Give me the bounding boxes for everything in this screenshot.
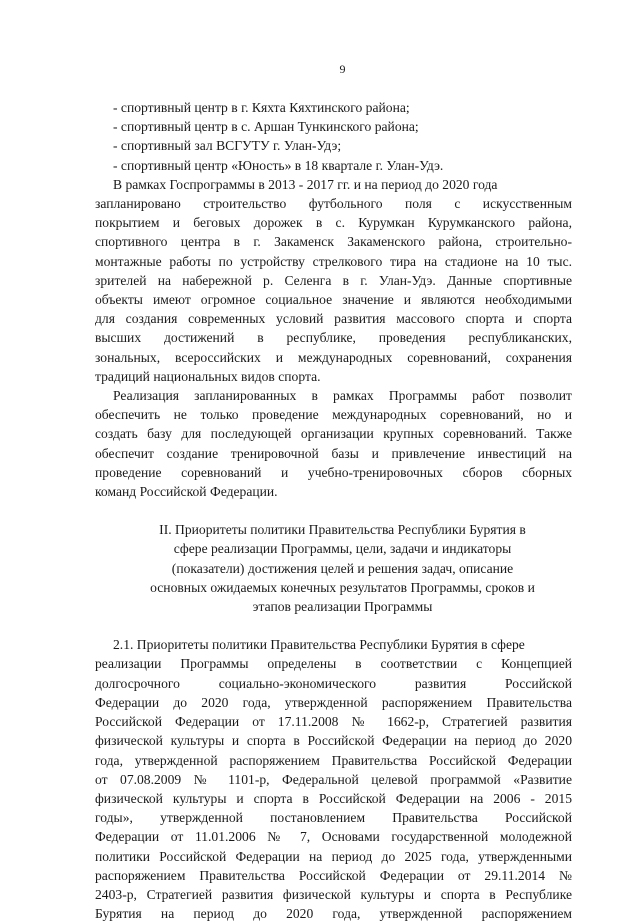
paragraph-line: зональных, всероссийских и международных соревнований, сохранения <box>95 349 572 365</box>
paragraph-line: обеспечить не только проведение международных соревнований, но и <box>95 407 572 423</box>
paragraph-line: традиций национальных видов спорта. <box>95 368 321 384</box>
paragraph-line: Федерации до 2020 года, утвержденной распоряжением Правительства <box>95 694 572 710</box>
paragraph-line: распоряжением Правительства Российской Федерации от 29.11.2014 № <box>95 867 572 883</box>
paragraph-program-implementation <box>95 386 572 501</box>
paragraph-line: физической культуры и спорта в Российской Федерации на период до 2020 <box>95 733 572 749</box>
list-item: - спортивный центр «Юность» в 18 квартале г. Улан-Удэ. <box>113 157 444 173</box>
list-item: - спортивный центр в г. Кяхта Кяхтинского района; <box>113 100 410 115</box>
paragraph-line: объекты имеют огромное социальное значение и являются необходимыми <box>95 292 572 308</box>
heading-line: основных ожидаемых конечных результатов Программы, сроков и <box>150 579 535 595</box>
paragraph-line: Реализация запланированных в рамках Программы работ позволит <box>113 388 572 404</box>
bullet-list <box>113 98 572 175</box>
paragraph-policy-priorities <box>95 635 572 923</box>
section-heading <box>113 520 572 616</box>
paragraph-line: В рамках Госпрограммы в 2013 - 2017 гг. и на период до 2020 года <box>113 176 498 192</box>
paragraph-line: Российской Федерации от 17.11.2008 № 1662-р, Стратегией развития <box>95 714 572 730</box>
paragraph-line: запланировано строительство футбольного поля с искусственным <box>95 196 572 212</box>
heading-line: II. Приоритеты политики Правительства Республики Бурятия в <box>159 522 526 538</box>
paragraph-line: 2403-р, Стратегией развития физической культуры и спорта в Республике <box>95 886 572 902</box>
paragraph-construction-plans <box>95 175 572 386</box>
paragraph-line: Бурятия на период до 2020 года, утвержденной распоряжением <box>95 906 572 922</box>
paragraph-line: зрителей на набережной р. Селенга в г. Улан-Удэ. Данные спортивные <box>95 272 572 288</box>
paragraph-line: физической культуры и спорта в Российской Федерации на 2006 - 2015 <box>95 790 572 806</box>
paragraph-line: 2.1. Приоритеты политики Правительства Республики Бурятия в сфере <box>113 637 525 653</box>
paragraph-line: покрытием и беговых дорожек в с. Курумкан Курумканского района, <box>95 215 572 231</box>
paragraph-line: для создания современных условий развития массового спорта и спорта <box>95 311 572 327</box>
paragraph-line: проведение соревнований и учебно-тренировочных сборов сборных <box>95 464 572 480</box>
list-item: - спортивный зал ВСГУТУ г. Улан-Удэ; <box>113 138 342 154</box>
document-page <box>95 62 572 923</box>
paragraph-line: от 07.08.2009 № 1101-р, Федеральной целевой программой «Развитие <box>95 771 572 787</box>
page-number: 9 <box>339 62 346 76</box>
paragraph-line: долгосрочного социально-экономического развития Российской <box>95 675 572 691</box>
paragraph-line: монтажные работы по устройству стрелкового тира на стадионе на 10 тыс. <box>95 253 572 269</box>
heading-line: (показатели) достижения целей и решения задач, описание <box>171 560 514 576</box>
paragraph-line: годы», утвержденной постановлением Правительства Российской <box>95 810 572 826</box>
paragraph-line: спортивного центра в г. Закаменск Закаменского района, строительно- <box>95 234 572 250</box>
paragraph-line: года, утвержденной распоряжением Правительства Российской Федерации <box>95 752 572 768</box>
heading-line: этапов реализации Программы <box>252 599 433 615</box>
paragraph-line: Федерации от 11.01.2006 № 7, Основами государственной молодежной <box>95 829 572 845</box>
heading-line: сфере реализации Программы, цели, задачи и индикаторы <box>173 541 512 557</box>
paragraph-line: политики Российской Федерации на период до 2025 года, утвержденными <box>95 848 572 864</box>
paragraph-line: реализации Программы определены в соответствии с Концепцией <box>95 656 572 672</box>
paragraph-line: создать базу для последующей организации крупных соревнований. Также <box>95 426 572 442</box>
paragraph-line: обеспечит создание тренировочной базы и привлечение инвестиций на <box>95 445 572 461</box>
paragraph-line: высших достижений в республике, проведения республиканских, <box>95 330 572 346</box>
paragraph-line: команд Российской Федерации. <box>95 484 278 500</box>
list-item: - спортивный центр в с. Аршан Тункинского района; <box>113 119 419 135</box>
